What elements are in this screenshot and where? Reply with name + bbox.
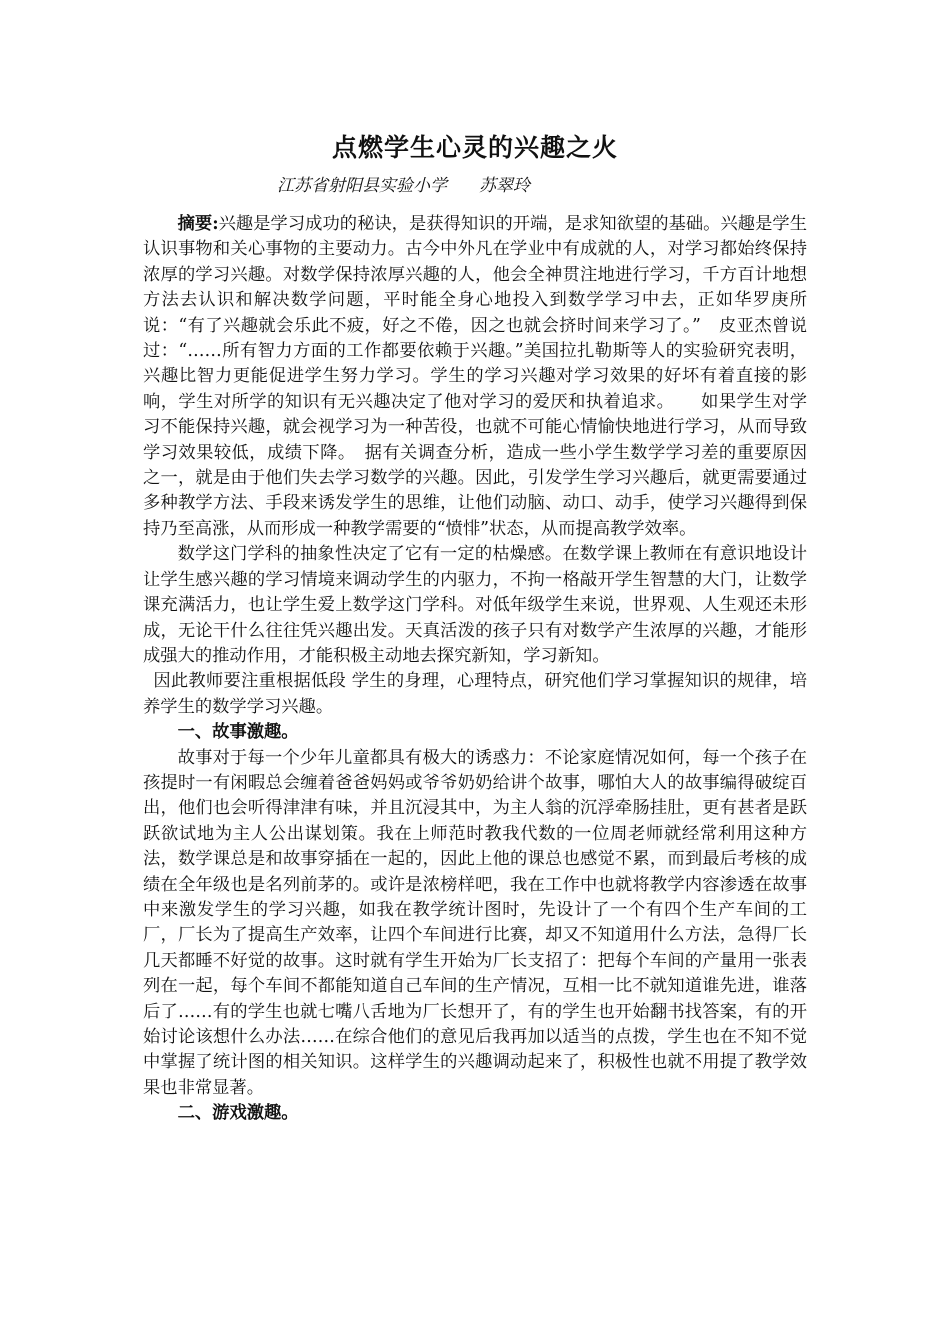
body-paragraph-1: 数学这门学科的抽象性决定了它有一定的枯燥感。在数学课上教师在有意识地设计让学生感兴趣的学习情境来调动学生的内驱力，不拘一格敲开学生智慧的大门，让数学课充满活力，也让学生爱上数学这门学科。对低年级学生来说，世界观、人生观还未形成，无论干什么往往凭兴趣出发。天真活泼的孩子只有对数学产生浓厚的兴趣，才能形成强大的推动作用，才能积极主动地去探究新知，学习新知。 (143, 544, 807, 666)
byline (277, 174, 530, 198)
author-name: 苏翠玲 (479, 176, 530, 196)
abstract-label: 摘要: (177, 214, 219, 234)
article-body (143, 212, 807, 1127)
abstract-paragraph (143, 212, 807, 542)
abstract-text: 兴趣是学习成功的秘诀，是获得知识的开端，是求知欲望的基础。兴趣是学生认识事物和关心事物的主要动力。古今中外凡在学业中有成就的人，对学习都始终保持浓厚的学习兴趣。对数学保持浓厚兴趣的人，他会全神贯注地进行学习，千方百计地想方法去认识和解决数学问题，平时能全身心地投入到数学学习中去，正如华罗庚所说：“有了兴趣就会乐此不疲，好之不倦，因之也就会挤时间来学习了。” 皮亚杰曾说过：“……所有智力方面的工作都要依赖于兴趣。”美国拉扎勒斯等人的实验研究表明，兴趣比智力更能促进学生努力学习。学生的学习兴趣对学习效果的好坏有着直接的影响，学生对所学的知识有无兴趣决定了他对学习的爱厌和执着追求。 如果学生对学习不能保持兴趣，就会视学习为一种苦役，也就不可能心情愉快地进行学习，从而导致学习效果较低，成绩下降。 据有关调查分析，造成一些小学生数学学习差的重要原因之一，就是由于他们失去学习数学的兴趣。因此，引发学生学习兴趣后，就更需要通过多种教学方法、手段来诱发学生的思维，让他们动脑、动口、动手，使学习兴趣得到保持乃至高涨，从而形成一种教学需要的“愤悱”状态，从而提高教学效率。 (143, 214, 807, 539)
body-paragraph-3: 故事对于每一个少年儿童都具有极大的诱惑力：不论家庭情况如何，每一个孩子在孩提时一有闲暇总会缠着爸爸妈妈或爷爷奶奶给讲个故事，哪怕大人的故事编得破绽百出，他们也会听得津津有味，并且沉浸其中，为主人翁的沉浮牵肠挂肚，更有甚者是跃跃欲试地为主人公出谋划策。我在上师范时教我代数的一位周老师就经常利用这种方法，数学课总是和故事穿插在一起的，因此上他的课总也感觉不累，而到最后考核的成绩在全年级也是名列前茅的。或许是浓榜样吧，我在工作中也就将教学内容渗透在故事中来激发学生的学习兴趣，如我在教学统计图时，先设计了一个有四个生产车间的工厂，厂长为了提高生产效率，让四个车间进行比赛，却又不知道用什么方法，急得厂长几天都睡不好觉的故事。这时就有学生开始为厂长支招了：把每个车间的产量用一张表列在一起，每个车间不都能知道自己车间的生产情况，互相一比不就知道谁先进，谁落后了……有的学生也就七嘴八舌地为厂长想开了，有的学生也开始翻书找答案，有的开始讨论该想什么办法……在综合他们的意见后我再加以适当的点拨，学生也在不知不觉中掌握了统计图的相关知识。这样学生的兴趣调动起来了，积极性也就不用提了教学效果也非常显著。 (143, 747, 807, 1098)
body-paragraph-2: 因此教师要注重根据低段 学生的身理，心理特点，研究他们学习掌握知识的规律，培养学生的数学学习兴趣。 (143, 671, 807, 717)
article-title: 点燃学生心灵的兴趣之火 (331, 133, 618, 162)
school-name: 江苏省射阳县实验小学 (277, 176, 447, 196)
section-heading-2: 二、游戏激趣。 (177, 1103, 299, 1124)
section-heading-1: 一、故事激趣。 (177, 722, 299, 743)
